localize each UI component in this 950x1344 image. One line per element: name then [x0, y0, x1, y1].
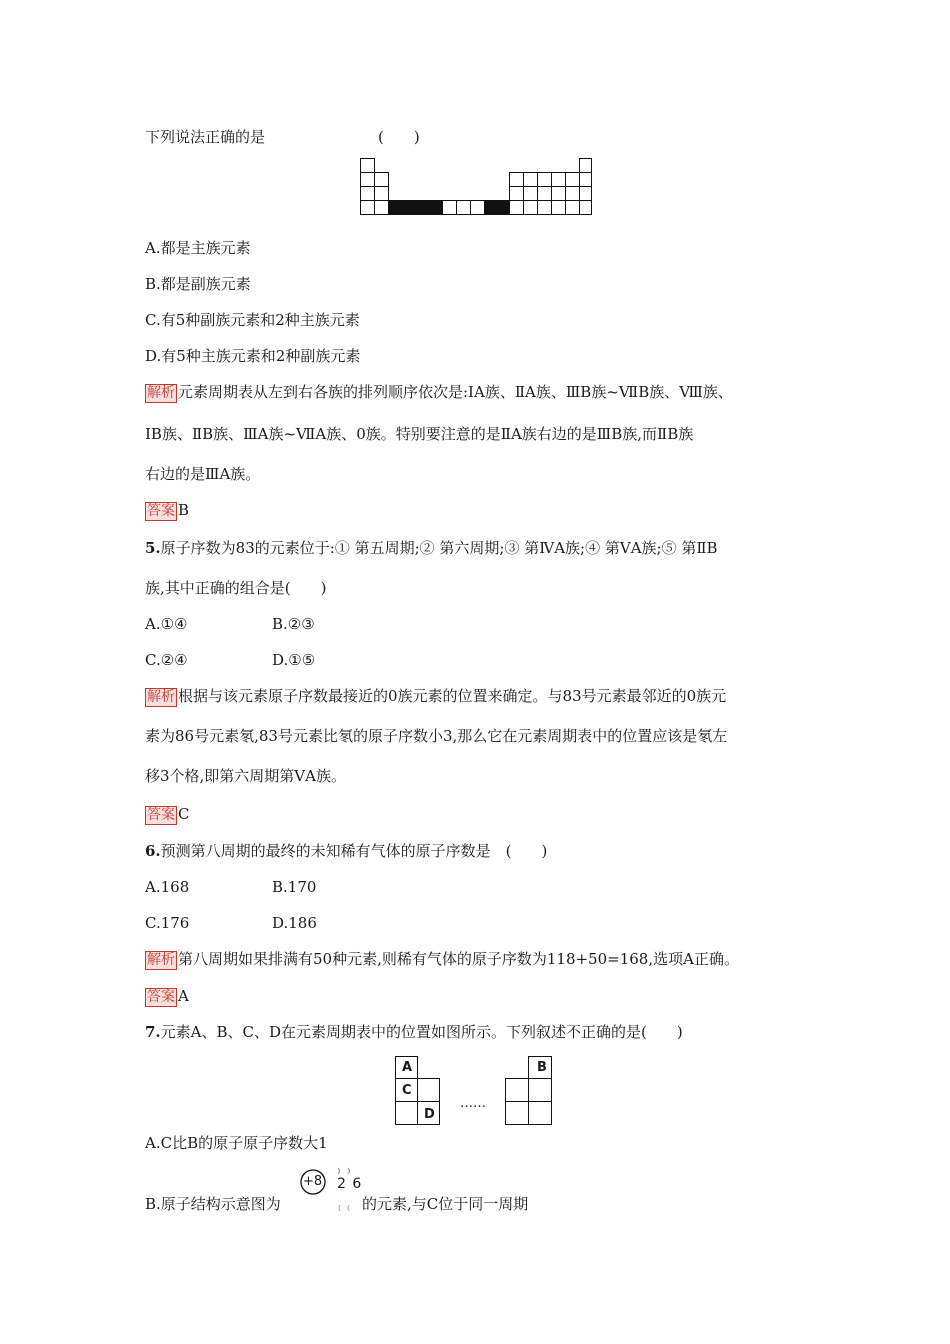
- q4-analysis-line-2: ⅠB族、ⅡB族、ⅢA族~ⅦA族、0族。特别要注意的是ⅡA族右边的是ⅢB族,而ⅡB族: [145, 425, 694, 443]
- q6-option-c: C.176: [145, 914, 190, 932]
- q5-option-a: A.①④: [145, 615, 188, 633]
- q4-option-a: A.都是主族元素: [145, 239, 251, 257]
- ellipsis-dots: ……: [460, 1096, 486, 1111]
- q6-option-b: B.170: [272, 878, 317, 896]
- q5-option-d: D.①⑤: [272, 651, 316, 669]
- periodic-table-figure: [360, 158, 592, 216]
- q5-option-c: C.②④: [145, 651, 188, 669]
- electron-shells: 2 6: [337, 1176, 363, 1192]
- analysis-tag: 解析: [147, 689, 175, 705]
- q4-stem: 下列说法正确的是: [145, 128, 266, 146]
- element-a-label: A: [402, 1060, 413, 1075]
- q6-option-d: D.186: [272, 914, 317, 932]
- q5-analysis-line-1: 解析 根据与该元素原子序数最接近的0族元素的位置来确定。与83号元素最邻近的0族元: [147, 687, 727, 705]
- answer-tag: 答案: [147, 503, 175, 519]
- q4-option-d: D.有5种主族元素和2种副族元素: [145, 347, 361, 365]
- analysis-tag: 解析: [147, 385, 175, 401]
- q5-analysis-line-2: 素为86号元素氡,83号元素比氡的原子序数小3,那么它在元素周期表中的位置应该是氡左: [145, 727, 728, 745]
- q4-answer: 答案 B: [147, 501, 190, 519]
- q7-option-b-rest: 的元素,与C位于同一周期: [362, 1195, 529, 1213]
- element-b-label: B: [537, 1060, 547, 1075]
- q4-option-b: B.都是副族元素: [145, 275, 251, 293]
- q4-analysis-line-1: 解析 元素周期表从左到右各族的排列顺序依次是:ⅠA族、ⅡA族、ⅢB族~ⅦB族、Ⅷ族、: [147, 383, 733, 401]
- q5-answer: 答案 C: [147, 805, 190, 823]
- q7-stem: 7.元素A、B、C、D在元素周期表中的位置如图所示。下列叙述不正确的是( ): [145, 1023, 683, 1041]
- q7-option-a: A.C比B的原子原子序数大1: [145, 1134, 328, 1152]
- analysis-tag: 解析: [147, 952, 175, 968]
- q4-option-c: C.有5种副族元素和2种主族元素: [145, 311, 360, 329]
- q7-option-b: B.原子结构示意图为: [145, 1195, 281, 1213]
- q6-answer: 答案 A: [147, 987, 189, 1005]
- element-d-label: D: [424, 1107, 435, 1122]
- element-c-label: C: [402, 1083, 412, 1098]
- nucleus-charge: +8: [303, 1174, 323, 1189]
- q5-stem-line-1: 5.原子序数为83的元素位于:① 第五周期;② 第六周期;③ 第ⅣA族;④ 第ⅤA族;⑤ 第ⅡB: [145, 539, 718, 557]
- q4-analysis-line-3: 右边的是ⅢA族。: [145, 465, 261, 483]
- q6-analysis: 解析 第八周期如果排满有50种元素,则稀有气体的原子序数为118+50=168,选项A正确。: [147, 950, 739, 968]
- q6-option-a: A.168: [145, 878, 190, 896]
- element-position-figure: [395, 1056, 557, 1128]
- q5-option-b: B.②③: [272, 615, 315, 633]
- q6-stem: 6.预测第八周期的最终的未知稀有气体的原子序数是 ( ): [145, 842, 548, 860]
- q4-paren: ( ): [378, 128, 420, 146]
- answer-tag: 答案: [147, 807, 175, 823]
- answer-tag: 答案: [147, 989, 175, 1005]
- q5-analysis-line-3: 移3个格,即第六周期第ⅤA族。: [145, 767, 346, 785]
- q5-stem-line-2: 族,其中正确的组合是( ): [145, 579, 327, 597]
